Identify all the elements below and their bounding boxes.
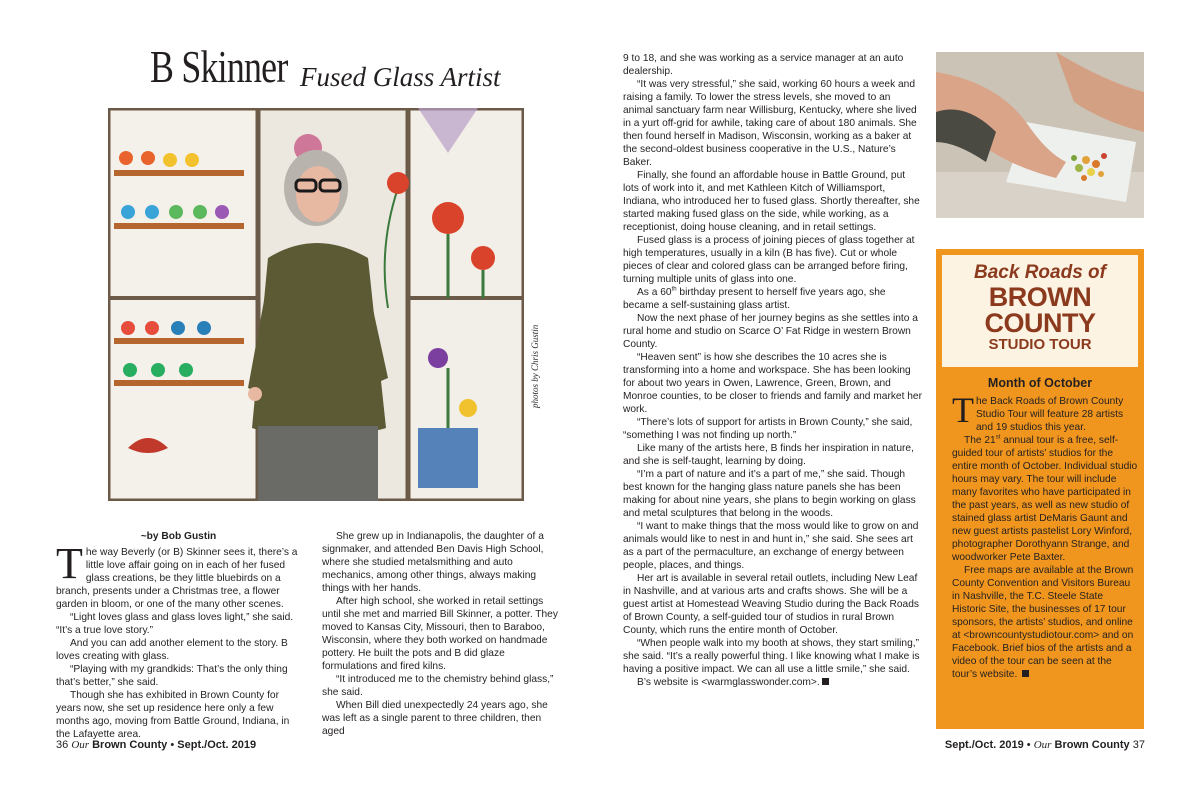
hands-photo [936,52,1144,218]
paragraph: Like many of the artists here, B finds her inspiration in nature, and she is self-taught, learning by doing. [623,443,914,467]
article-title: B Skinner [150,41,288,92]
paragraph: Though she has exhibited in Brown County for years now, she set up residence here only a few months ago, moving from Battle Ground, Indiana, in the Lafayette area. [56,690,290,740]
paragraph: Fused glass is a process of joining pieces of glass together at high temperatures, usually in a kiln (B has five). Cut or whole pieces of clear and colored glass can be arranged before firing, turning multiple units of glass into one. [623,235,915,285]
sidebar-paragraph: The 21st annual tour is a free, self-guided tour of artists’ studios for the entire month of October. Individual studio hours may vary. The tour will include many favorites who have participated in the past years, as well as new studio of stained glass artist DeMaris Gaunt and new guest artists pastelist Lory Winford, photographer Dorothyann Strange, and woodworker Pete Baxter. [952,434,1138,563]
paragraph: “I’m a part of nature and it’s a part of me,” she said. Though best known for the hanging glass nature panels she has been making for about nine years, she plans to begin working on glass and metal sculptures that belong in the woods. [623,469,916,519]
article-column-3 [623,52,923,689]
article-column-2 [322,530,562,738]
article-subtitle: Fused Glass Artist [300,62,501,92]
sidebar-title-studio-tour: STUDIO TOUR [988,336,1092,353]
end-mark [822,678,829,685]
magazine-script-word: Our [1033,739,1052,751]
article-column-1 [56,530,301,741]
sidebar-paragraph: Free maps are available at the Brown County Convention and Visitors Bureau in Nashville, the T.C. Steele State Historic Site, the businesses of 17 tour sponsors, the artists’ studios, and online at <browncountystudiotour.com> and on Facebook. Brief bios of the artists and a video of the tour can be seen at the tour’s website. [952,565,1134,680]
paragraph: 9 to 18, and she was working as a service manager at an auto dealership. [623,53,904,77]
paragraph: “There’s lots of support for artists in Brown County,” she said, “something I was not finding up north.” [623,417,913,441]
paragraph: “Light loves glass and glass loves light,” she said. “It’s a true love story.” [56,612,294,636]
issue-date: Sept./Oct. 2019 [944,739,1024,751]
studio-tour-sidebar [936,249,1144,729]
paragraph: And you can add another element to the story. B loves creating with glass. [56,638,288,662]
sidebar-paragraph-1: The Back Roads of Brown County Studio Tour will feature 28 artists and 19 studios this year. [952,390,1124,433]
sidebar-body [952,390,1138,681]
magazine-name: Brown County [1054,739,1130,751]
paragraph: She grew up in Indianapolis, the daughter of a signmaker, and attended Ben Davis High School, where she studied metalsmithing and auto mechanics, among other things, always making things with her hands. [322,531,544,594]
paragraph: “It was very stressful,” she said, working 60 hours a week and raising a family. To lower the stress levels, she moved to an animal sanctuary farm near Willisburg, Kentucky, where she lived in a yurt off-grid for awhile, taking care of about 180 animals. She then found herself in Madison, Wisconsin, working as a baker at the second-oldest business cooperative in the U.S., Nature’s Baker. [623,79,917,168]
issue-date: Sept./Oct. 2019 [177,739,257,751]
paragraph: When Bill died unexpectedly 24 years ago, she was left as a single parent to three children, then aged [322,700,548,737]
paragraph: “When people walk into my booth at shows, they start smiling,” she said. “It’s a really powerful thing. I like knowing what I make is having a positive impact. We can all use a little smile,” she said. [623,638,920,675]
paragraph: Now the next phase of her journey begins as she settles into a rural home and studio on Scarce O’ Fat Ridge in western Brown County. [623,313,918,350]
artist-photo [108,108,524,501]
paragraph: After high school, she worked in retail settings until she met and married Bill Skinner, a potter. They moved to Kansas City, Missouri, then to Baraboo, Wisconsin, where they both worked on handmade pottery. He built the pots and B did glaze formulations and fired kilns. [322,596,558,672]
sidebar-title-brown: BROWN [988,282,1092,312]
page-number: 36 [56,739,69,751]
paragraph: As a 60th birthday present to herself five years ago, she became a self-sustaining glass artist. [623,286,886,311]
page-number: 37 [1132,739,1145,751]
byline: ~by Bob Gustin [140,531,217,542]
paragraph: “It introduced me to the chemistry behind glass,” she said. [322,674,554,698]
magazine-script-word: Our [71,739,90,751]
paragraph-1: The way Beverly (or B) Skinner sees it, there’s a little love affair going on in each of her fused glass creations, be they little bluebirds on a branch, presents under a Christmas tree, a flower garden in bloom, or one of the many other scenes. [56,539,298,610]
paragraph: “Heaven sent” is how she describes the 10 acres she is transforming into a home and workspace. She has been looking for about two years in Owen, Lawrence, Green, Brown, and Monroe counties, to be closer to friends and family and market her work. [623,352,922,415]
paragraph: Her art is available in several retail outlets, including New Leaf in Nashville, and at various arts and crafts shows. She will be a guest artist at Homestead Weaving Studio during the Back Roads of Brown County, a self-guided tour of studios in rural Brown County, which runs the entire month of October. [623,573,919,636]
drop-cap: T [56,539,83,588]
paragraph: “Playing with my grandkids: That’s the only thing that’s better,” she said. [56,664,288,688]
sidebar-title-county: COUNTY [984,308,1096,338]
magazine-name: Brown County [92,739,168,751]
photo-credit: photos by Chris Gustin [530,324,540,408]
paragraph-website: B’s website is <warmglasswonder.com>. [623,676,923,689]
footer-right: Sept./Oct. 2019 • Our Brown County 37 [944,739,1145,751]
paragraph: “I want to make things that the moss would like to grow on and animals would like to nest in and hunt in,” she said. She sees art as a part of the permaculture, an exchange of energy between people, places, and things. [623,521,919,571]
footer-left: 36 Our Brown County • Sept./Oct. 2019 [56,739,257,751]
sidebar-header [942,255,1138,367]
paragraph: Finally, she found an affordable house in Battle Ground, put lots of work into it, and met Kathleen Kitch of Williamsport, Indiana, who introduced her to fused glass. Shortly thereafter, she started making fused glass on the side, while working, as a receptionist, doing house cleaning, and in retail settings. [623,170,920,233]
sidebar-month-heading: Month of October [987,376,1093,390]
sidebar-drop-cap: T [952,390,974,430]
end-mark [1022,670,1029,677]
sidebar-title-line1: Back Roads of [974,262,1106,283]
